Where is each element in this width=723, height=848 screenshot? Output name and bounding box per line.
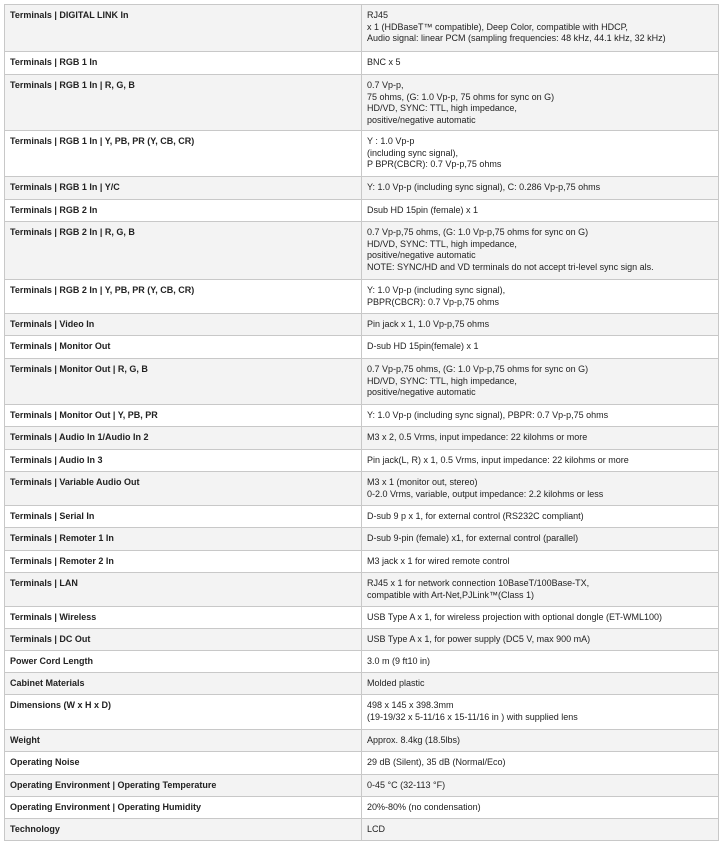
spec-value — [362, 336, 719, 359]
spec-value-line: 0.7 Vp-p,75 ohms, (G: 1.0 Vp-p,75 ohms for sync on G) — [367, 227, 589, 237]
spec-row — [5, 528, 719, 551]
spec-value — [362, 314, 719, 336]
spec-value — [362, 405, 719, 427]
spec-value — [362, 551, 719, 573]
spec-value-line: (including sync signal), — [367, 147, 459, 158]
spec-value — [362, 607, 719, 629]
spec-value-line: Y: 1.0 Vp-p (including sync signal), — [367, 285, 506, 295]
spec-row — [5, 177, 719, 200]
spec-row — [5, 775, 719, 797]
spec-value-line: Pin jack(L, R) x 1, 0.5 Vrms, input impedance: 22 kilohms or more — [367, 455, 629, 465]
spec-row — [5, 651, 719, 673]
spec-value-line: D-sub HD 15pin(female) x 1 — [367, 341, 479, 351]
spec-value-line: 29 dB (Silent), 35 dB (Normal/Eco) — [367, 757, 506, 767]
spec-value — [362, 651, 719, 673]
spec-value — [362, 730, 719, 752]
spec-row — [5, 573, 719, 607]
spec-label: Terminals | RGB 1 In | Y/C — [5, 177, 362, 200]
spec-value — [362, 222, 719, 280]
spec-value-line: D-sub 9 p x 1, for external control (RS232C compliant) — [367, 511, 584, 521]
spec-row — [5, 551, 719, 573]
spec-value-line: x 1 (HDBaseT™ compatible), Deep Color, compatible with HDCP, — [367, 21, 628, 32]
spec-row — [5, 607, 719, 629]
spec-value — [362, 472, 719, 506]
spec-value-line: HD/VD, SYNC: TTL, high impedance, — [367, 238, 517, 249]
spec-value — [362, 528, 719, 551]
spec-value-line: Dsub HD 15pin (female) x 1 — [367, 205, 479, 215]
spec-value — [362, 280, 719, 314]
spec-value — [362, 673, 719, 695]
spec-value-line: compatible with Art-Net,PJLink™(Class 1) — [367, 589, 535, 600]
spec-value — [362, 52, 719, 75]
spec-value-line: Molded plastic — [367, 678, 425, 688]
spec-value — [362, 797, 719, 819]
spec-label: Terminals | RGB 2 In | R, G, B — [5, 222, 362, 280]
spec-value-line: Approx. 8.4kg (18.5lbs) — [367, 735, 461, 745]
spec-label: Cabinet Materials — [5, 673, 362, 695]
spec-value — [362, 573, 719, 607]
spec-row — [5, 819, 719, 841]
spec-value — [362, 427, 719, 450]
spec-table — [4, 4, 719, 841]
spec-value — [362, 5, 719, 52]
spec-row — [5, 52, 719, 75]
spec-value-line: positive/negative automatic — [367, 387, 476, 397]
spec-value-line: 0-2.0 Vrms, variable, output impedance: 2.2 kilohms or less — [367, 488, 604, 499]
spec-label: Terminals | Monitor Out — [5, 336, 362, 359]
spec-row — [5, 131, 719, 177]
spec-value-line: LCD — [367, 824, 386, 834]
spec-label: Terminals | RGB 1 In — [5, 52, 362, 75]
spec-value-line: Audio signal: linear PCM (sampling frequencies: 48 kHz, 44.1 kHz, 32 kHz) — [367, 33, 666, 43]
spec-value — [362, 450, 719, 472]
spec-value — [362, 775, 719, 797]
spec-label: Terminals | Remoter 2 In — [5, 551, 362, 573]
spec-value — [362, 200, 719, 222]
spec-row — [5, 695, 719, 730]
spec-value-line: Y : 1.0 Vp-p — [367, 136, 415, 146]
spec-label: Terminals | LAN — [5, 573, 362, 607]
spec-value — [362, 177, 719, 200]
spec-value-line: positive/negative automatic — [367, 114, 476, 125]
spec-label: Terminals | DC Out — [5, 629, 362, 651]
spec-value-line: 0.7 Vp-p, — [367, 80, 404, 90]
spec-label: Terminals | RGB 1 In | Y, PB, PR (Y, CB, CR) — [5, 131, 362, 177]
spec-row — [5, 200, 719, 222]
spec-value — [362, 629, 719, 651]
spec-row — [5, 280, 719, 314]
spec-label: Terminals | Remoter 1 In — [5, 528, 362, 551]
spec-label: Weight — [5, 730, 362, 752]
spec-value-line: RJ45 — [367, 10, 389, 20]
spec-value-line: M3 jack x 1 for wired remote control — [367, 556, 510, 566]
spec-value-line: 20%-80% (no condensation) — [367, 802, 481, 812]
spec-value-line: 3.0 m (9 ft10 in) — [367, 656, 431, 666]
spec-value-line: USB Type A x 1, for power supply (DC5 V, max 900 mA) — [367, 634, 591, 644]
spec-value-line: 75 ohms, (G: 1.0 Vp-p, 75 ohms for sync on G) — [367, 91, 555, 102]
spec-value-line: RJ45 x 1 for network connection 10BaseT/100Base-TX, — [367, 578, 590, 588]
spec-row — [5, 730, 719, 752]
spec-label: Terminals | Monitor Out | Y, PB, PR — [5, 405, 362, 427]
spec-row — [5, 405, 719, 427]
spec-row — [5, 752, 719, 775]
spec-value-line: 0-45 °C (32-113 °F) — [367, 780, 446, 790]
spec-label: Operating Environment | Operating Temperature — [5, 775, 362, 797]
spec-value — [362, 752, 719, 775]
spec-value-line: BNC x 5 — [367, 57, 401, 67]
spec-value-line: 498 x 145 x 398.3mm — [367, 700, 454, 710]
spec-row — [5, 506, 719, 528]
spec-value — [362, 819, 719, 841]
spec-value-line: HD/VD, SYNC: TTL, high impedance, — [367, 103, 517, 113]
spec-label: Operating Environment | Operating Humidity — [5, 797, 362, 819]
spec-value-line: NOTE: SYNC/HD and VD terminals do not accept tri-level sync sign als. — [367, 261, 654, 272]
spec-row — [5, 629, 719, 651]
spec-label: Power Cord Length — [5, 651, 362, 673]
spec-row — [5, 5, 719, 52]
spec-label: Technology — [5, 819, 362, 841]
spec-value — [362, 131, 719, 177]
spec-value-line: P BPR(CBCR): 0.7 Vp-p,75 ohms — [367, 159, 502, 169]
spec-value — [362, 506, 719, 528]
spec-row — [5, 75, 719, 131]
spec-value-line: USB Type A x 1, for wireless projection with optional dongle (ET-WML100) — [367, 612, 662, 622]
spec-label: Terminals | Variable Audio Out — [5, 472, 362, 506]
spec-row — [5, 472, 719, 506]
spec-label: Terminals | DIGITAL LINK In — [5, 5, 362, 52]
spec-label: Operating Noise — [5, 752, 362, 775]
spec-value-line: Pin jack x 1, 1.0 Vp-p,75 ohms — [367, 319, 490, 329]
spec-value-line: D-sub 9-pin (female) x1, for external control (parallel) — [367, 533, 579, 543]
spec-label: Terminals | RGB 2 In | Y, PB, PR (Y, CB, CR) — [5, 280, 362, 314]
spec-label: Terminals | RGB 1 In | R, G, B — [5, 75, 362, 131]
spec-label: Dimensions (W x H x D) — [5, 695, 362, 730]
spec-value-line: M3 x 1 (monitor out, stereo) — [367, 477, 478, 487]
spec-value — [362, 359, 719, 405]
spec-value-line: Y: 1.0 Vp-p (including sync signal), C: 0.286 Vp-p,75 ohms — [367, 182, 601, 192]
spec-row — [5, 797, 719, 819]
spec-value-line: positive/negative automatic — [367, 250, 476, 260]
spec-label: Terminals | Video In — [5, 314, 362, 336]
spec-label: Terminals | Serial In — [5, 506, 362, 528]
spec-row — [5, 673, 719, 695]
spec-table-body — [5, 5, 719, 841]
spec-value-line: 0.7 Vp-p,75 ohms, (G: 1.0 Vp-p,75 ohms for sync on G) — [367, 364, 589, 374]
spec-value — [362, 695, 719, 730]
spec-value-line: PBPR(CBCR): 0.7 Vp-p,75 ohms — [367, 296, 500, 307]
spec-label: Terminals | Monitor Out | R, G, B — [5, 359, 362, 405]
spec-row — [5, 336, 719, 359]
spec-value-line: Y: 1.0 Vp-p (including sync signal), PBPR: 0.7 Vp-p,75 ohms — [367, 410, 609, 420]
spec-label: Terminals | Wireless — [5, 607, 362, 629]
spec-row — [5, 450, 719, 472]
spec-row — [5, 427, 719, 450]
spec-row — [5, 359, 719, 405]
spec-row — [5, 314, 719, 336]
spec-value-line: (19-19/32 x 5-11/16 x 15-11/16 in ) with supplied lens — [367, 711, 578, 722]
spec-label: Terminals | Audio In 3 — [5, 450, 362, 472]
spec-row — [5, 222, 719, 280]
spec-label: Terminals | RGB 2 In — [5, 200, 362, 222]
spec-value — [362, 75, 719, 131]
spec-value-line: M3 x 2, 0.5 Vrms, input impedance: 22 kilohms or more — [367, 432, 588, 442]
spec-value-line: HD/VD, SYNC: TTL, high impedance, — [367, 375, 517, 386]
spec-label: Terminals | Audio In 1/Audio In 2 — [5, 427, 362, 450]
